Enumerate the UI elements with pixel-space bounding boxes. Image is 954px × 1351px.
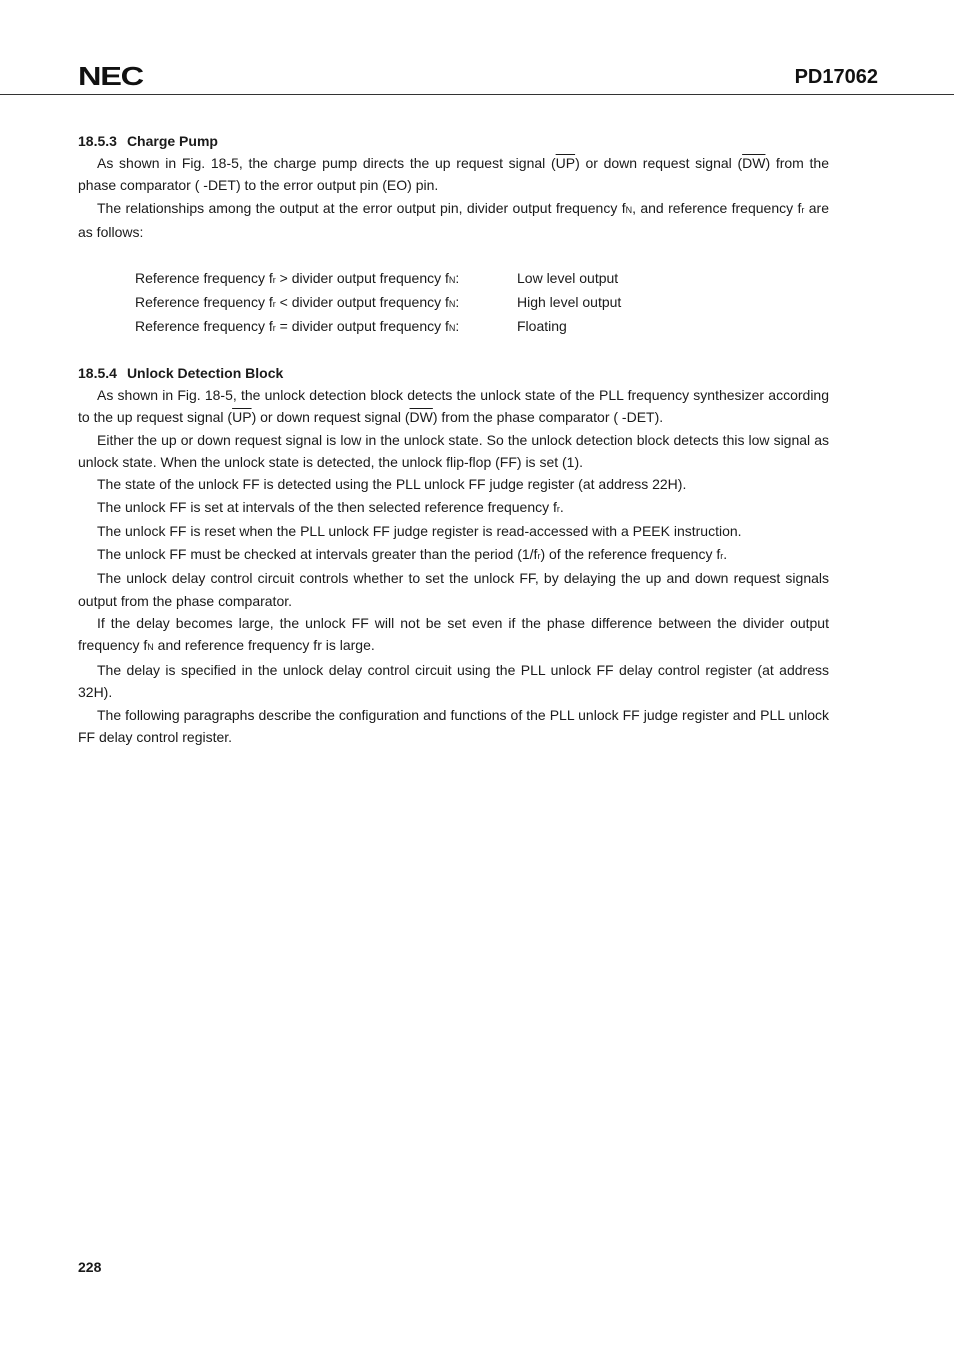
text-run: Reference frequency f [135, 269, 273, 286]
page-body [78, 130, 829, 748]
dw-signal-label: $\overline{DW}$ [742, 155, 766, 171]
paragraph-charge-pump-1 [78, 152, 829, 197]
paragraph-unlock-10: The following paragraphs describe the configuration and functions of the PLL unlock FF judge register and PLL unlock FF delay control register. [78, 706, 829, 745]
text-run: The unlock FF is set at intervals of the then selected reference frequency f [97, 498, 557, 515]
text-run: ) from the phase comparator ( -DET) to the error output pin (EO) pin. [78, 155, 829, 194]
relation-line [135, 267, 829, 291]
text-run: : [455, 269, 460, 286]
paragraph-unlock-5: The unlock FF is reset when the PLL unlock FF judge register is read-accessed with a PEEK instruction. [97, 523, 742, 540]
text-run: = divider output frequency f [275, 318, 449, 335]
section-heading-unlock-detection [78, 362, 829, 384]
paragraph-unlock-7: The unlock delay control circuit controls whether to set the unlock FF, by delaying the up and down request signals output from the phase comparator. [78, 570, 829, 609]
section-heading-charge-pump [78, 130, 829, 152]
up-signal-label: $\overline{UP}$ [232, 409, 252, 426]
paragraph-unlock-6 [78, 543, 829, 567]
text-run: are as follows: [78, 199, 830, 241]
paragraph-unlock-9: The delay is specified in the unlock delay control circuit using the PLL unlock FF delay control register (at address 32H). [78, 661, 829, 701]
up-signal-label: $\overline{UP}$ [555, 155, 576, 171]
text-run: Reference frequency f [135, 318, 273, 335]
relation-result: High level output [517, 294, 622, 311]
relation-condition [135, 267, 517, 291]
text-run: The relationships among the output at the error output pin, divider output frequency f [97, 199, 626, 216]
header-divider [0, 94, 954, 95]
text-run: . [723, 545, 728, 562]
text-run: . [559, 498, 564, 515]
subscript: r [720, 550, 724, 561]
relation-condition [135, 315, 517, 339]
section-title: Unlock Detection Block [126, 364, 284, 381]
text-run: ) or down request signal ( [575, 155, 743, 171]
paragraph-unlock-8 [78, 612, 829, 659]
section-number: 18.5.4 [78, 364, 117, 381]
text-run: If the delay becomes large, the unlock FF will not be set even if the phase difference between the divider output frequency f [78, 614, 829, 654]
subscript: N [448, 323, 456, 334]
text-run: ) or down request signal ( [251, 409, 410, 426]
paragraph-unlock-1 [78, 384, 829, 429]
paragraph-charge-pump-2 [78, 197, 829, 244]
text-run: ) of the reference frequency f [540, 545, 721, 562]
relation-line [135, 315, 829, 339]
relation-line [135, 291, 829, 315]
subscript: r [272, 299, 276, 310]
nec-logo: NEC [78, 61, 143, 91]
subscript: r [556, 503, 560, 514]
document-id: PD17062 [794, 66, 878, 88]
relation-result: Floating [517, 318, 567, 335]
subscript: N [147, 642, 154, 653]
text-run: > divider output frequency f [275, 269, 449, 286]
text-run: The unlock FF must be checked at intervals greater than the period (1/f [97, 545, 538, 562]
text-run: , and reference frequency f [632, 199, 802, 216]
page-number: 228 [78, 1259, 102, 1275]
subscript: r [537, 550, 541, 561]
paragraph-unlock-3: The state of the unlock FF is detected using the PLL unlock FF judge register (at address 22H). [97, 476, 687, 493]
text-run: ) from the phase comparator ( -DET). [432, 409, 664, 426]
subscript: N [448, 299, 456, 310]
paragraph-unlock-2: Either the up or down request signal is low in the unlock state. So the unlock detection block detects this low signal as unlock state. When the unlock state is detected, the unlock flip-flop (FF) is set (1). [78, 431, 829, 471]
section-title: Charge Pump [126, 133, 218, 149]
subscript: N [448, 274, 456, 285]
text-run: : [455, 294, 460, 311]
text-run: As shown in Fig. 18-5, the unlock detection block detects the unlock state of the PLL frequency synthesizer according to the up request signal ( [78, 386, 829, 426]
text-run: As shown in Fig. 18-5, the charge pump directs the up request signal ( [97, 155, 556, 171]
subscript: r [272, 323, 276, 334]
frequency-relations-list [135, 267, 829, 340]
text-run: Reference frequency f [135, 294, 273, 311]
dw-signal-label: $\overline{DW}$ [409, 409, 433, 426]
text-run: : [455, 318, 460, 335]
subscript: r [801, 204, 805, 215]
subscript: N [625, 204, 633, 215]
relation-condition [135, 291, 517, 315]
text-run: and reference frequency fr is large. [153, 637, 375, 654]
text-run: < divider output frequency f [275, 294, 449, 311]
relation-result: Low level output [517, 269, 619, 286]
paragraph-unlock-4 [78, 496, 829, 520]
subscript: r [272, 274, 276, 285]
section-number: 18.5.3 [78, 133, 117, 149]
